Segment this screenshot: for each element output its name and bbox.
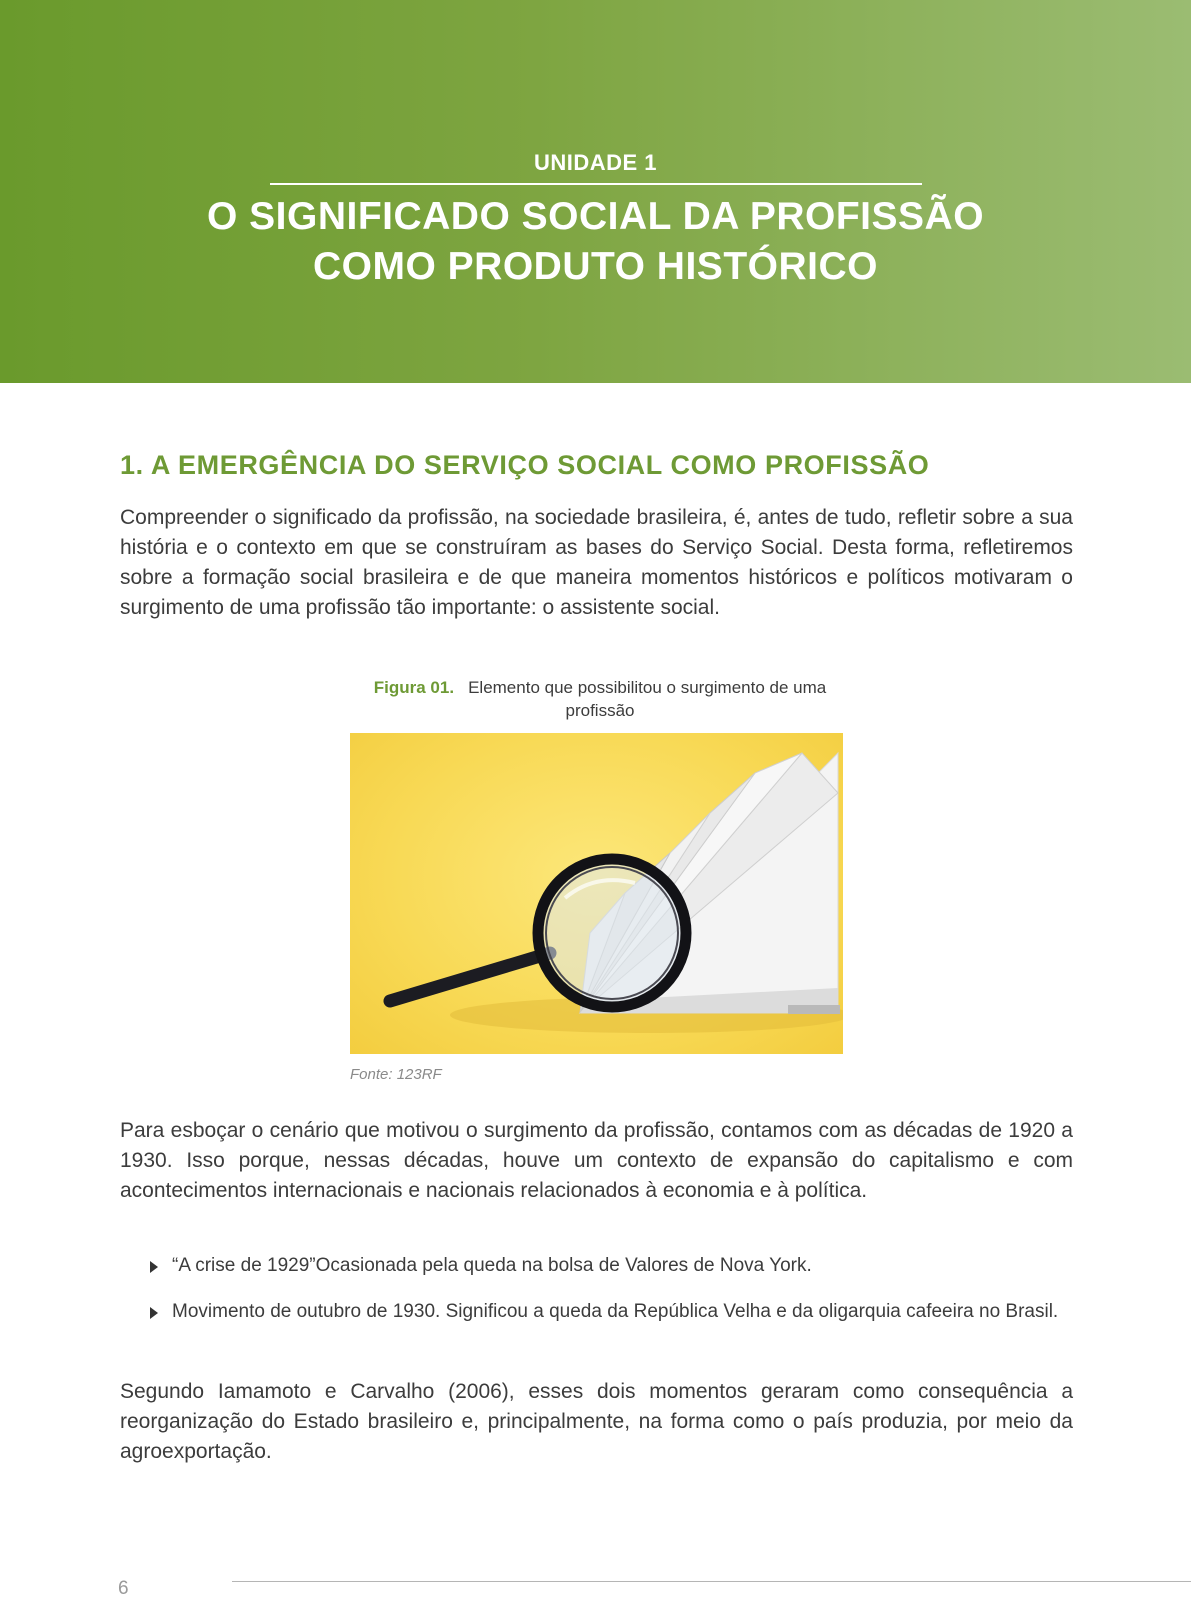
paragraph-intro: Compreender o significado da profissão, na sociedade brasileira, é, antes de tudo, refletir sobre a sua história e o contexto em que se construíram as bases do Serviço Social. Desta forma, refletiremos sobre a formação social brasileira e de que maneira momentos históricos e políticos motivaram o surgimento de uma profissão tão importante: o assistente social. (120, 506, 1073, 619)
triangle-bullet-icon (150, 1307, 158, 1319)
list-item (148, 1253, 1063, 1279)
book-magnifier-illustration (350, 733, 843, 1054)
figure-label: Figura 01. (373, 678, 455, 697)
section-heading: 1. A EMERGÊNCIA DO SERVIÇO SOCIAL COMO PROFISSÃO (120, 450, 930, 480)
magnifying-glass-icon (390, 859, 686, 1007)
figure-source: Fonte: 123RF (350, 1066, 442, 1083)
footer-divider (232, 1581, 1191, 1582)
bullet-list (148, 1253, 1063, 1345)
list-item-text: Movimento de outubro de 1930. Significou a queda da República Velha e da oligarquia cafeeira no Brasil. (172, 1301, 1059, 1322)
triangle-bullet-icon (150, 1261, 158, 1273)
figure-caption (350, 676, 850, 722)
figure-image (350, 733, 843, 1054)
list-item-text: “A crise de 1929”Ocasionada pela queda na bolsa de Valores de Nova York. (172, 1255, 812, 1276)
figure-caption-text: Elemento que possibilitou o surgimento de uma profissão (468, 678, 827, 720)
paragraph-context: Para esboçar o cenário que motivou o surgimento da profissão, contamos com as décadas de 1920 a 1930. Isso porque, nessas décadas, houve um contexto de expansão do capitalismo e com acontecimentos internacionais e nacionais relacionados à economia e à política. (120, 1119, 1073, 1202)
page-title-line-2: COMO PRODUTO HISTÓRICO (313, 245, 878, 288)
page-number: 6 (118, 1578, 129, 1599)
page-title (0, 192, 1191, 292)
list-item (148, 1299, 1063, 1325)
unit-divider (270, 183, 922, 185)
page-title-line-1: O SIGNIFICADO SOCIAL DA PROFISSÃO (206, 195, 985, 238)
unit-label: UNIDADE 1 (533, 150, 658, 175)
paragraph-conclusion: Segundo Iamamoto e Carvalho (2006), esses dois momentos geraram como consequência a reorganização do Estado brasileiro e, principalmente, na forma como o país produzia, por meio da agroexportação. (120, 1380, 1073, 1463)
